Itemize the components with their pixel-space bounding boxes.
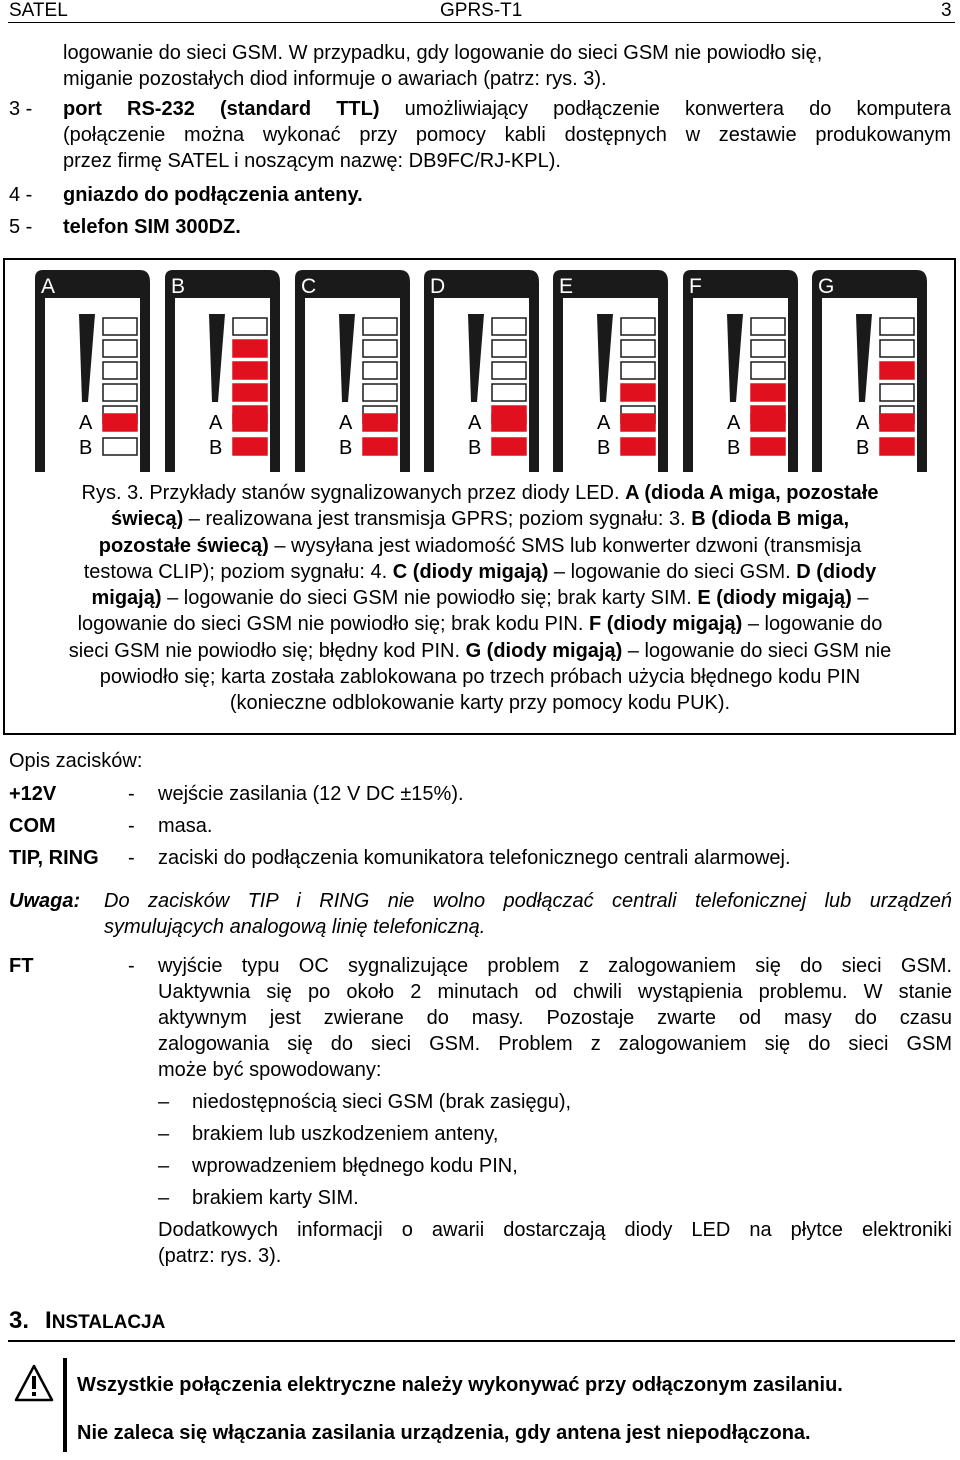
figure-caption: [10, 480, 950, 717]
signal-led-2: [751, 340, 785, 357]
note-label: Uwaga:: [9, 890, 81, 912]
led-a: [363, 414, 397, 431]
signal-led-4: [492, 384, 526, 401]
header-brand: SATEL: [9, 0, 68, 21]
list-dash: –: [158, 1123, 170, 1145]
led-a-label: A: [339, 412, 353, 434]
led-a: [492, 414, 526, 431]
signal-led-2: [233, 340, 267, 357]
item-4-number: 4 -: [9, 184, 33, 206]
signal-led-1: [751, 318, 785, 335]
item-5-number: 5 -: [9, 216, 33, 238]
section-number: 3.: [9, 1307, 30, 1334]
signal-led-2: [103, 340, 137, 357]
signal-led-3: [233, 362, 267, 379]
ft-cause-text: niedostępnością sieci GSM (brak zasięgu),: [192, 1091, 572, 1113]
led-panel-graphic: [553, 270, 668, 472]
caption-state-f: F (diody migają): [588, 613, 743, 636]
caption-state-d-end: migają): [91, 587, 162, 610]
section-title-initial: I: [45, 1307, 52, 1334]
led-b: [363, 438, 397, 455]
caption-state-d: D (diody: [796, 560, 877, 583]
panel-letter: C: [301, 275, 317, 298]
caption-line-2: [10, 506, 950, 532]
item-3-line-1: [63, 96, 951, 122]
ft-extra-line-2: (patrz: rys. 3).: [158, 1245, 282, 1267]
led-b-label: B: [468, 437, 482, 459]
intro-line-2: miganie pozostałych diod informuje o awariach (patrz: rys. 3).: [63, 68, 607, 90]
led-panel-graphic: [683, 270, 798, 472]
signal-led-2: [492, 340, 526, 357]
led-b-label: B: [727, 437, 741, 459]
led-b: [233, 438, 267, 455]
led-a-label: A: [856, 412, 870, 434]
led-panel-d: [424, 270, 539, 472]
led-panel-graphic: [424, 270, 539, 472]
caption-text: logowanie do sieci GSM nie powiodło się; brak kodu PIN.: [77, 613, 589, 636]
caption-state-e: E (diody migają): [697, 587, 852, 610]
caption-text: – wysyłana jest wiadomość SMS lub konwerter dzwoni (transmisja: [268, 534, 862, 557]
ft-cause-text: brakiem lub uszkodzeniem anteny,: [192, 1123, 499, 1145]
led-panel-graphic: [165, 270, 280, 472]
panel-letter: B: [171, 275, 186, 298]
signal-led-3: [103, 362, 137, 379]
signal-led-4: [363, 384, 397, 401]
caption-line-8: powiodło się; karta została zablokowana po trzech próbach użycia błędnego kodu PIN: [99, 666, 861, 689]
list-dash: –: [158, 1187, 170, 1209]
led-a-label: A: [727, 412, 741, 434]
ft-line-5: może być spowodowany:: [158, 1059, 382, 1081]
terminal-dash: -: [128, 783, 135, 805]
item-3-term: port RS-232 (standard TTL): [63, 98, 380, 120]
ft-cause-text: wprowadzeniem błędnego kodu PIN,: [192, 1155, 518, 1177]
led-b-label: B: [856, 437, 870, 459]
signal-led-1: [880, 318, 914, 335]
led-b: [880, 438, 914, 455]
list-dash: –: [158, 1091, 170, 1113]
led-panel-graphic: [295, 270, 410, 472]
led-panel-b: [165, 270, 280, 472]
caption-text: – logowanie do sieci GSM.: [548, 560, 797, 583]
led-panel-e: [553, 270, 668, 472]
item-5-text: telefon SIM 300DZ.: [63, 216, 241, 238]
ft-line-3: aktywnym jest zwierane do masy. Pozostaje zwarte od masy do czasu: [158, 1007, 952, 1029]
caption-state-c: C (diody migają): [392, 560, 549, 583]
intro-line-1: logowanie do sieci GSM. W przypadku, gdy logowanie do sieci GSM nie powiodło się,: [63, 42, 823, 64]
caption-text: – logowanie do sieci GSM nie: [622, 639, 892, 662]
led-b: [103, 438, 137, 455]
signal-led-3: [751, 362, 785, 379]
signal-led-4: [621, 384, 655, 401]
signal-led-2: [621, 340, 655, 357]
signal-led-4: [751, 384, 785, 401]
list-dash: –: [158, 1155, 170, 1177]
panel-letter: E: [559, 275, 574, 298]
panel-letter: A: [41, 275, 56, 298]
panel-letter: G: [818, 275, 835, 298]
terminal-desc: wejście zasilania (12 V DC ±15%).: [158, 783, 464, 805]
item-4-text: gniazdo do podłączenia anteny.: [63, 184, 363, 206]
item-3-line-3: przez firmę SATEL i noszącym nazwę: DB9FC/RJ-KPL).: [63, 150, 561, 172]
led-a: [233, 414, 267, 431]
terminal-name: COM: [9, 815, 56, 837]
terminal-dash: -: [128, 815, 135, 837]
section-rule: [8, 1340, 955, 1342]
header-model: GPRS-T1: [440, 0, 523, 21]
caption-text: – logowanie do: [742, 613, 883, 636]
terminal-name: TIP, RING: [9, 847, 99, 869]
led-a-label: A: [468, 412, 482, 434]
caption-line-1: [10, 480, 950, 506]
caption-line-5: [10, 585, 950, 611]
ft-line-4: zalogowania się do sieci GSM. Problem z zalogowaniem się do sieci GSM: [158, 1033, 952, 1055]
signal-led-4: [880, 384, 914, 401]
caption-state-a: A (dioda A miga, pozostałe: [625, 482, 879, 504]
caption-text: sieci GSM nie powiodło się; błędny kod PIN.: [68, 639, 466, 662]
ft-line-2: Uaktywnia się po około 2 minutach od chwili wystąpienia problemu. W stanie: [158, 981, 952, 1003]
note-line-2: symulujących analogową linię telefoniczną.: [104, 916, 486, 938]
led-b-label: B: [79, 437, 93, 459]
section-heading: [9, 1305, 165, 1339]
led-b-label: B: [339, 437, 353, 459]
caption-state-a-end: świecą): [110, 508, 184, 531]
ft-cause-item: [158, 1089, 571, 1115]
terminals-title: Opis zacisków:: [9, 750, 143, 772]
led-panel-f: [683, 270, 798, 472]
led-a-label: A: [79, 412, 93, 434]
note-line-1: Do zacisków TIP i RING nie wolno podłączać centrali telefonicznej lub urządzeń: [104, 890, 952, 912]
led-a: [621, 414, 655, 431]
caption-text: Rys. 3. Przykłady stanów sygnalizowanych przez diody LED.: [81, 482, 626, 504]
header-page-number: 3: [941, 0, 952, 21]
led-panel-g: [812, 270, 927, 472]
led-a-label: A: [597, 412, 611, 434]
signal-led-1: [103, 318, 137, 335]
signal-led-2: [363, 340, 397, 357]
caption-line-3: [10, 533, 950, 559]
terminal-name: +12V: [9, 783, 57, 805]
caption-state-g: G (diody migają): [465, 639, 623, 662]
warning-line-1: Wszystkie połączenia elektryczne należy wykonywać przy odłączonym zasilaniu.: [77, 1374, 843, 1396]
led-a: [751, 414, 785, 431]
panel-letter: D: [430, 275, 446, 298]
led-a: [103, 414, 137, 431]
panel-letter: F: [689, 275, 702, 298]
warning-bar: [63, 1358, 67, 1452]
ft-extra-line-1: Dodatkowych informacji o awarii dostarczają diody LED na płytce elektroniki: [158, 1219, 952, 1241]
item-3-line-2: (połączenie można wykonać przy pomocy kabli dostępnych w zestawie produkowanym: [63, 124, 951, 146]
warning-triangle-icon: [14, 1364, 54, 1402]
signal-led-4: [233, 384, 267, 401]
header-rule: [8, 22, 955, 23]
caption-text: testowa CLIP); poziom sygnału: 4.: [83, 560, 393, 583]
signal-led-1: [621, 318, 655, 335]
ft-cause-item: [158, 1121, 498, 1147]
item-3-desc: umożliwiający podłączenie konwertera do komputera: [379, 98, 951, 120]
signal-led-1: [363, 318, 397, 335]
terminal-desc: masa.: [158, 815, 213, 837]
caption-line-9: (konieczne odblokowanie karty przy pomocy kodu PUK).: [229, 692, 731, 715]
led-a: [880, 414, 914, 431]
item-3-number: 3 -: [9, 98, 33, 120]
warning-line-2: Nie zaleca się włączania zasilania urządzenia, gdy antena jest niepodłączona.: [77, 1422, 811, 1444]
led-panel-graphic: [812, 270, 927, 472]
terminal-desc: zaciski do podłączenia komunikatora telefonicznego centrali alarmowej.: [158, 847, 791, 869]
led-b-label: B: [597, 437, 611, 459]
caption-state-b: B (dioda B miga,: [691, 508, 850, 531]
caption-line-6: [10, 611, 950, 637]
signal-led-1: [233, 318, 267, 335]
caption-line-4: [10, 559, 950, 585]
ft-line-1: wyjście typu OC sygnalizujące problem z zalogowaniem się do sieci GSM.: [158, 955, 952, 977]
ft-name: FT: [9, 955, 34, 977]
terminal-dash: -: [128, 847, 135, 869]
caption-text: –: [851, 587, 869, 610]
section-title-rest: NSTALACJA: [51, 1312, 166, 1333]
signal-led-4: [103, 384, 137, 401]
ft-cause-text: brakiem karty SIM.: [192, 1187, 359, 1209]
led-panel-a: [35, 270, 150, 472]
led-b: [621, 438, 655, 455]
caption-text: – logowanie do sieci GSM nie powiodło się; brak karty SIM.: [161, 587, 698, 610]
led-b: [492, 438, 526, 455]
caption-state-b-end: pozostałe świecą): [98, 534, 269, 557]
signal-led-3: [880, 362, 914, 379]
led-b: [751, 438, 785, 455]
led-b-label: B: [209, 437, 223, 459]
caption-line-7: [10, 638, 950, 664]
led-a-label: A: [209, 412, 223, 434]
ft-dash: -: [128, 955, 135, 977]
signal-led-3: [363, 362, 397, 379]
ft-cause-item: [158, 1185, 359, 1211]
signal-led-1: [492, 318, 526, 335]
led-panel-graphic: [35, 270, 150, 472]
ft-cause-item: [158, 1153, 518, 1179]
signal-led-3: [621, 362, 655, 379]
signal-led-2: [880, 340, 914, 357]
caption-text: – realizowana jest transmisja GPRS; poziom sygnału: 3.: [183, 508, 692, 531]
led-panel-c: [295, 270, 410, 472]
signal-led-3: [492, 362, 526, 379]
